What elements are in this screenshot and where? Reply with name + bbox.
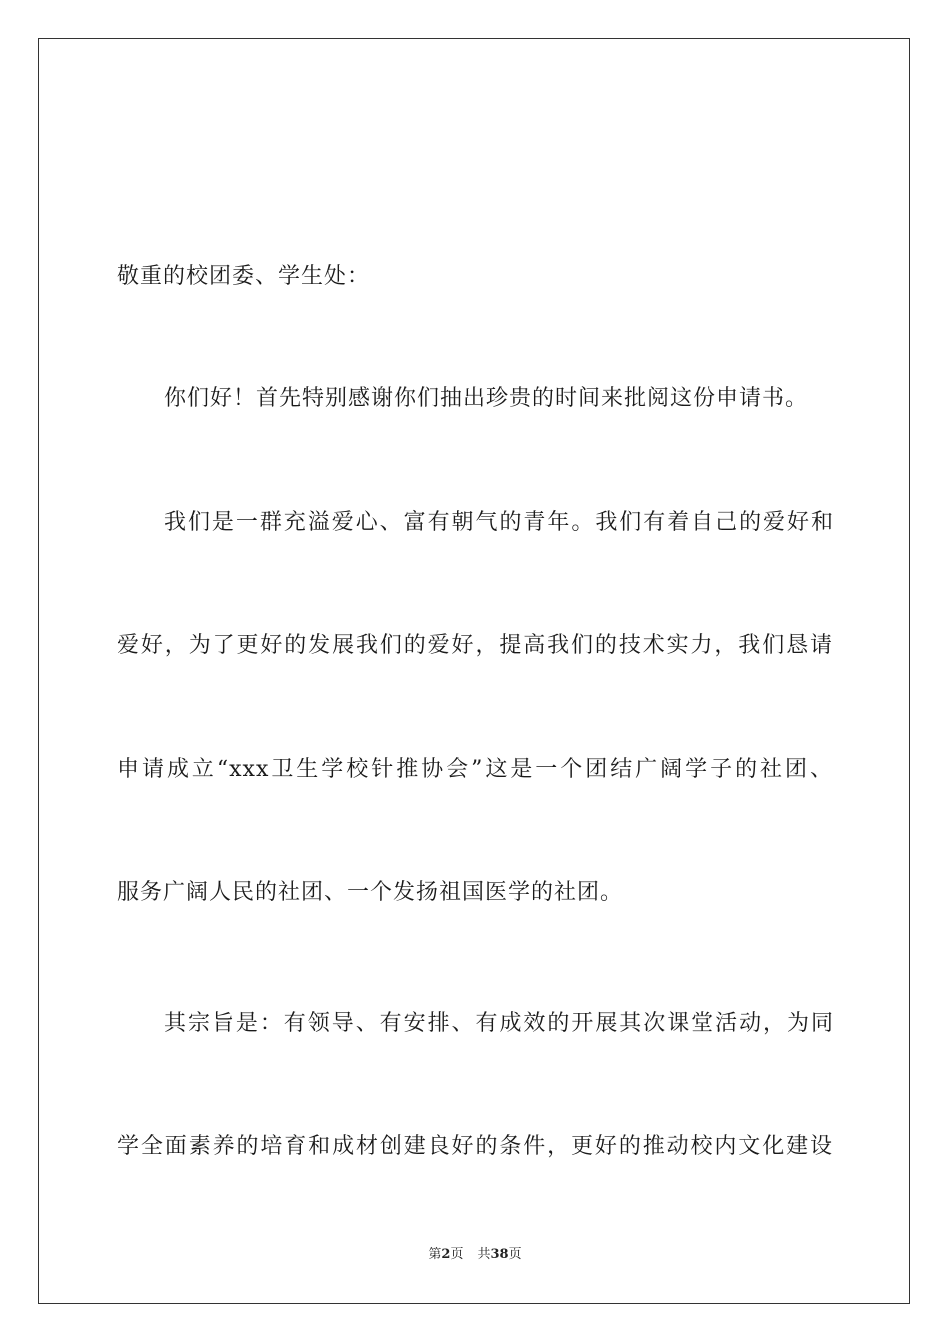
paragraph-3-line-2: 学全面素养的培育和成材创建良好的条件，更好的推动校内文化建设 [117, 1134, 833, 1159]
paragraph-2-line-4: 服务广阔人民的社团、一个发扬祖国医学的社团。 [117, 880, 624, 905]
footer-total-suffix: 页 [508, 1247, 522, 1262]
paragraph-1-line-1: 你们好！首先特别感谢你们抽出珍贵的时间来批阅这份申请书。 [164, 386, 809, 411]
salutation-line: 敬重的校团委、学生处： [117, 264, 371, 289]
paragraph-2-line-2: 爱好，为了更好的发展我们的爱好，提高我们的技术实力，我们恳请 [117, 633, 833, 658]
footer-total-prefix: 共 [477, 1247, 491, 1262]
footer-page-prefix: 第 [428, 1247, 442, 1262]
footer-page-current: 2 [441, 1247, 451, 1262]
paragraph-2-line-3: 申请成立“xxx卫生学校针推协会”这是一个团结广阔学子的社团、 [117, 757, 833, 782]
footer-page-suffix: 页 [450, 1247, 464, 1262]
footer-page-total: 38 [490, 1247, 509, 1262]
paragraph-3-line-1: 其宗旨是：有领导、有安排、有成效的开展其次课堂活动，为同 [164, 1011, 834, 1036]
paragraph-2-line-1: 我们是一群充溢爱心、富有朝气的青年。我们有着自己的爱好和 [164, 510, 834, 535]
page-border [38, 38, 910, 1304]
page-footer [0, 1246, 950, 1264]
